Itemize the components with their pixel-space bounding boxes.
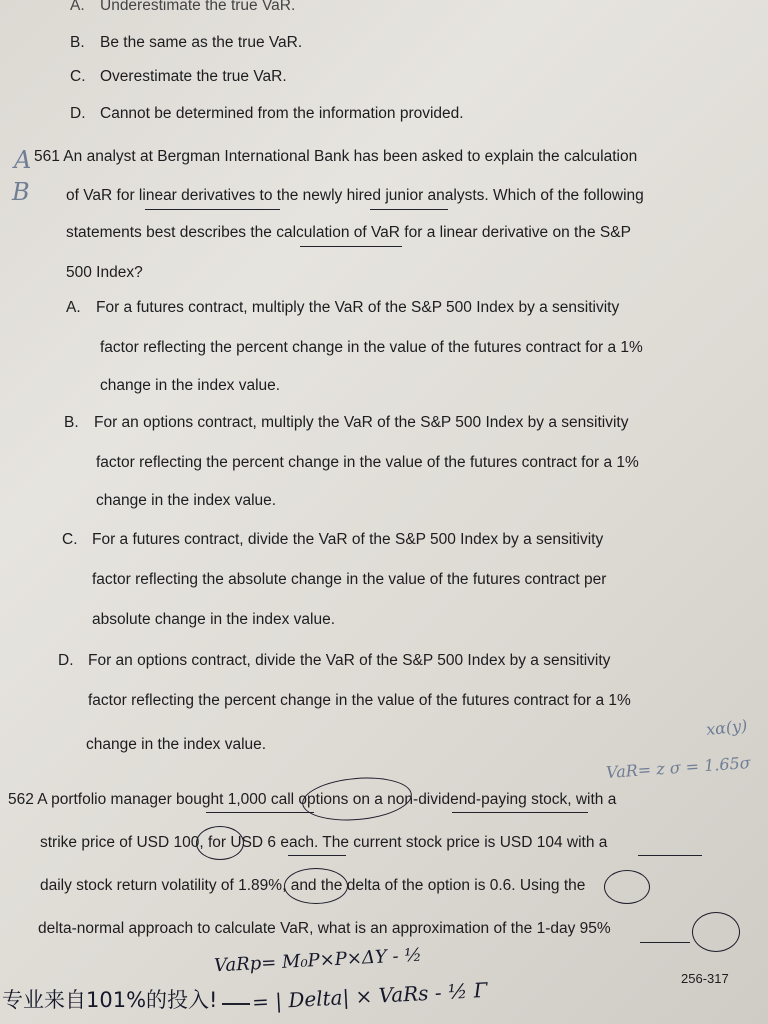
underline-mark [638, 855, 702, 856]
underline-mark [370, 209, 448, 210]
option-letter: C. [62, 531, 78, 548]
q561-option-d-line-2: factor reflecting the percent change in the value of the futures contract for a 1% [88, 692, 631, 709]
handwritten-answer-mark: B [12, 178, 30, 206]
q561-option-a-line-3: change in the index value. [100, 377, 281, 394]
handwritten-chinese-note: 专业来自101%的投入! [2, 988, 218, 1012]
option-letter: B. [64, 414, 79, 431]
q562-stem-line-4: delta-normal approach to calculate VaR, what is an approximation of the 1-day 95% [38, 920, 611, 937]
q560-option-b [70, 34, 302, 52]
option-letter: B. [70, 34, 85, 51]
handwritten-dash [222, 1003, 250, 1005]
q562-stem-line-2: strike price of USD 100, for USD 6 each. The current stock price is USD 104 with a [40, 834, 608, 851]
q561-stem-line-2: of VaR for linear derivatives to the newly hired junior analysts. Which of the following [66, 187, 644, 204]
option-letter: A. [70, 0, 85, 14]
q561-stem-line-3: statements best describes the calculation of VaR for a linear derivative on the S&P [66, 224, 631, 241]
q561-stem-line-4: 500 Index? [66, 264, 143, 281]
circle-mark [300, 773, 413, 824]
underline-mark [145, 209, 280, 210]
option-text: For a futures contract, multiply the VaR of the S&P 500 Index by a sensitivity [96, 299, 620, 316]
underline-mark [452, 812, 588, 813]
handwritten-formula-2: = | Delta| × VaRs - ½ Γ [251, 977, 489, 1015]
option-letter: D. [58, 652, 74, 669]
option-text: For an options contract, multiply the VaR of the S&P 500 Index by a sensitivity [94, 414, 629, 431]
option-text: Cannot be determined from the information provided. [100, 105, 464, 122]
q561-option-b-line-3: change in the index value. [96, 492, 277, 509]
handwritten-answer-mark: A [14, 146, 32, 174]
q561-option-c-line-3: absolute change in the index value. [92, 611, 336, 628]
underline-mark [288, 855, 346, 856]
underline-mark [640, 942, 690, 943]
circle-mark [604, 870, 650, 904]
option-letter: C. [70, 68, 86, 85]
option-text: For a futures contract, divide the VaR of the S&P 500 Index by a sensitivity [92, 531, 604, 548]
handwritten-formula-1: VaRp= M₀P×P×ΔY - ½ [213, 944, 423, 977]
q561-stem-line-1: 561 An analyst at Bergman International Bank has been asked to explain the calculation [34, 148, 638, 165]
q561-option-d [58, 652, 610, 670]
option-text: Underestimate the true VaR. [100, 0, 296, 14]
circle-mark [196, 826, 244, 860]
q561-option-a-line-2: factor reflecting the percent change in the value of the futures contract for a 1% [100, 339, 643, 356]
q561-option-c-line-2: factor reflecting the absolute change in the value of the futures contract per [92, 571, 607, 588]
page-number: 256-317 [681, 971, 729, 986]
underline-mark [300, 246, 402, 247]
option-text: For an options contract, divide the VaR of the S&P 500 Index by a sensitivity [88, 652, 611, 669]
handwritten-var-note: VaR= z σ = 1.65σ [605, 752, 752, 783]
underline-mark [206, 812, 314, 813]
q560-option-a [70, 0, 295, 15]
circle-mark [692, 912, 740, 952]
option-letter: A. [66, 299, 81, 316]
q561-option-b-line-2: factor reflecting the percent change in the value of the futures contract for a 1% [96, 454, 639, 471]
option-text: Be the same as the true VaR. [100, 34, 303, 51]
circle-mark [284, 868, 348, 904]
q561-option-d-line-3: change in the index value. [86, 736, 267, 753]
q560-option-c [70, 68, 287, 86]
q561-option-b [64, 414, 628, 432]
option-text: Overestimate the true VaR. [100, 68, 287, 85]
q561-option-c [62, 531, 603, 549]
q561-option-a [66, 299, 619, 317]
q562-stem-line-3: daily stock return volatility of 1.89%, and the delta of the option is 0.6. Using the [40, 877, 586, 894]
q562-stem-line-1: 562 A portfolio manager bought 1,000 call options on a non-dividend-paying stock, with a [8, 791, 617, 808]
q560-option-d [70, 105, 464, 123]
handwritten-margin-note: xα(y) [705, 715, 749, 740]
option-letter: D. [70, 105, 86, 122]
